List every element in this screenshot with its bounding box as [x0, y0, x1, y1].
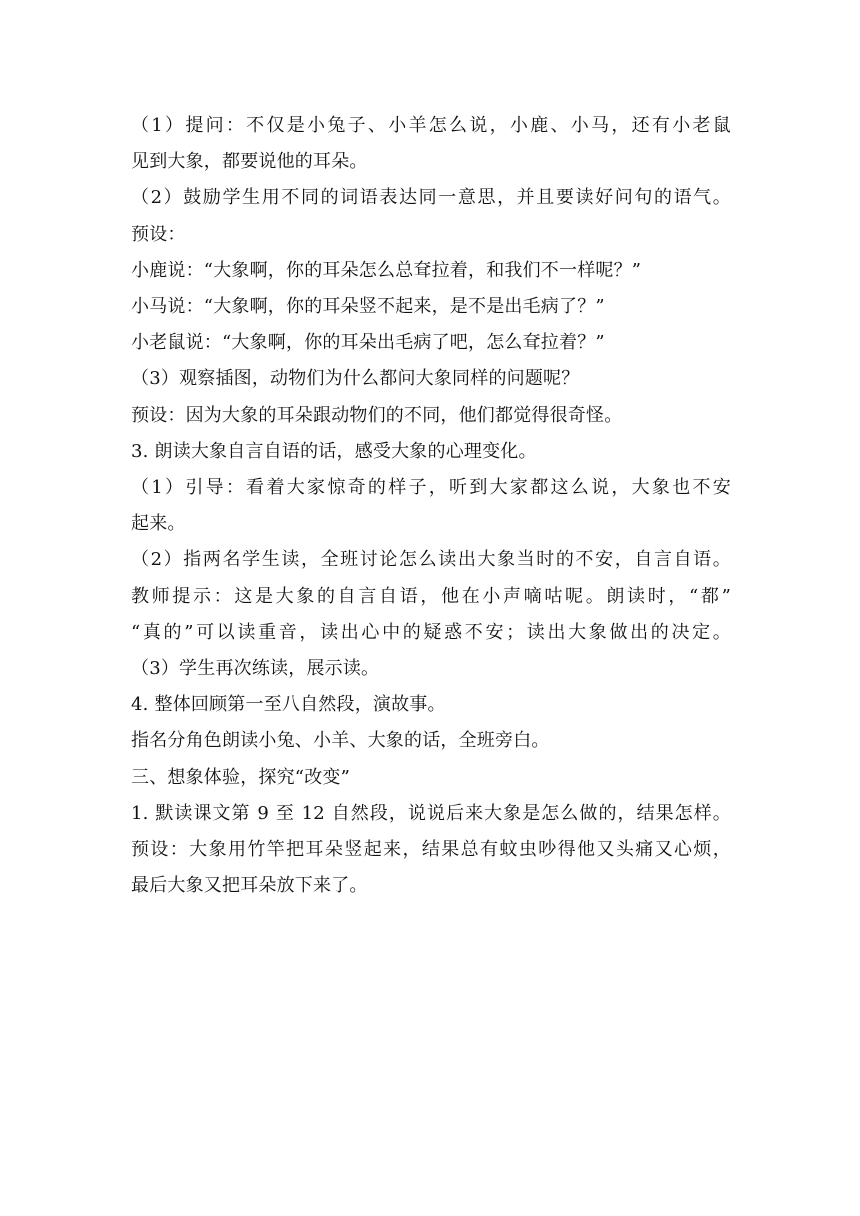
text-line: 最后大象又把耳朵放下来了。: [131, 875, 368, 897]
text-line: （1）提问：不仅是小兔子、小羊怎么说，小鹿、小马，还有小老鼠: [131, 115, 731, 136]
text-line: 小老鼠说：“大象啊，你的耳朵出毛病了吧，怎么耷拉着？”: [131, 332, 605, 354]
document-body: [131, 108, 731, 904]
text-line: （2）指两名学生读，全班讨论怎么读出大象当时的不安，自言自语。: [131, 549, 731, 571]
text-line: （3）学生再次练读，展示读。: [131, 658, 380, 680]
text-line: 1. 默读课文第 9 至 12 自然段，说说后来大象是怎么做的，结果怎样。: [131, 802, 731, 824]
text-line: 小马说：“大象啊，你的耳朵竖不起来，是不是出毛病了？”: [131, 296, 605, 318]
text-line: 起来。: [131, 513, 186, 535]
text-line: 指名分角色朗读小兔、小羊、大象的话，全班旁白。: [131, 730, 550, 752]
text-line: “真的”可以读重音，读出心中的疑惑不安；读出大象做出的决定。: [131, 621, 731, 643]
text-line: 小鹿说：“大象啊，你的耳朵怎么总耷拉着，和我们不一样呢？”: [131, 259, 642, 281]
section-heading: 三、想象体验，探究“改变”: [131, 766, 351, 788]
text-line: 教师提示：这是大象的自言自语，他在小声嘀咕呢。朗读时，“都”: [131, 585, 731, 607]
text-line: （1）引导：看着大家惊奇的样子，听到大家都这么说，大象也不安: [131, 477, 731, 499]
text-line: （2）鼓励学生用不同的词语表达同一意思，并且要读好问句的语气。: [131, 187, 731, 209]
text-line: 预设：: [131, 223, 186, 245]
text-line: 预设：因为大象的耳朵跟动物们的不同，他们都觉得很奇怪。: [131, 404, 623, 426]
section-heading: 4. 整体回顾第一至八自然段，演故事。: [131, 694, 446, 716]
text-line: 预设：大象用竹竿把耳朵竖起来，结果总有蚊虫吵得他又头痛又心烦，: [131, 839, 731, 861]
section-heading: 3. 朗读大象自言自语的话，感受大象的心理变化。: [131, 440, 537, 462]
text-line: （3）观察插图，动物们为什么都问大象同样的问题呢？: [131, 368, 580, 390]
text-line: 见到大象，都要说他的耳朵。: [131, 151, 368, 173]
